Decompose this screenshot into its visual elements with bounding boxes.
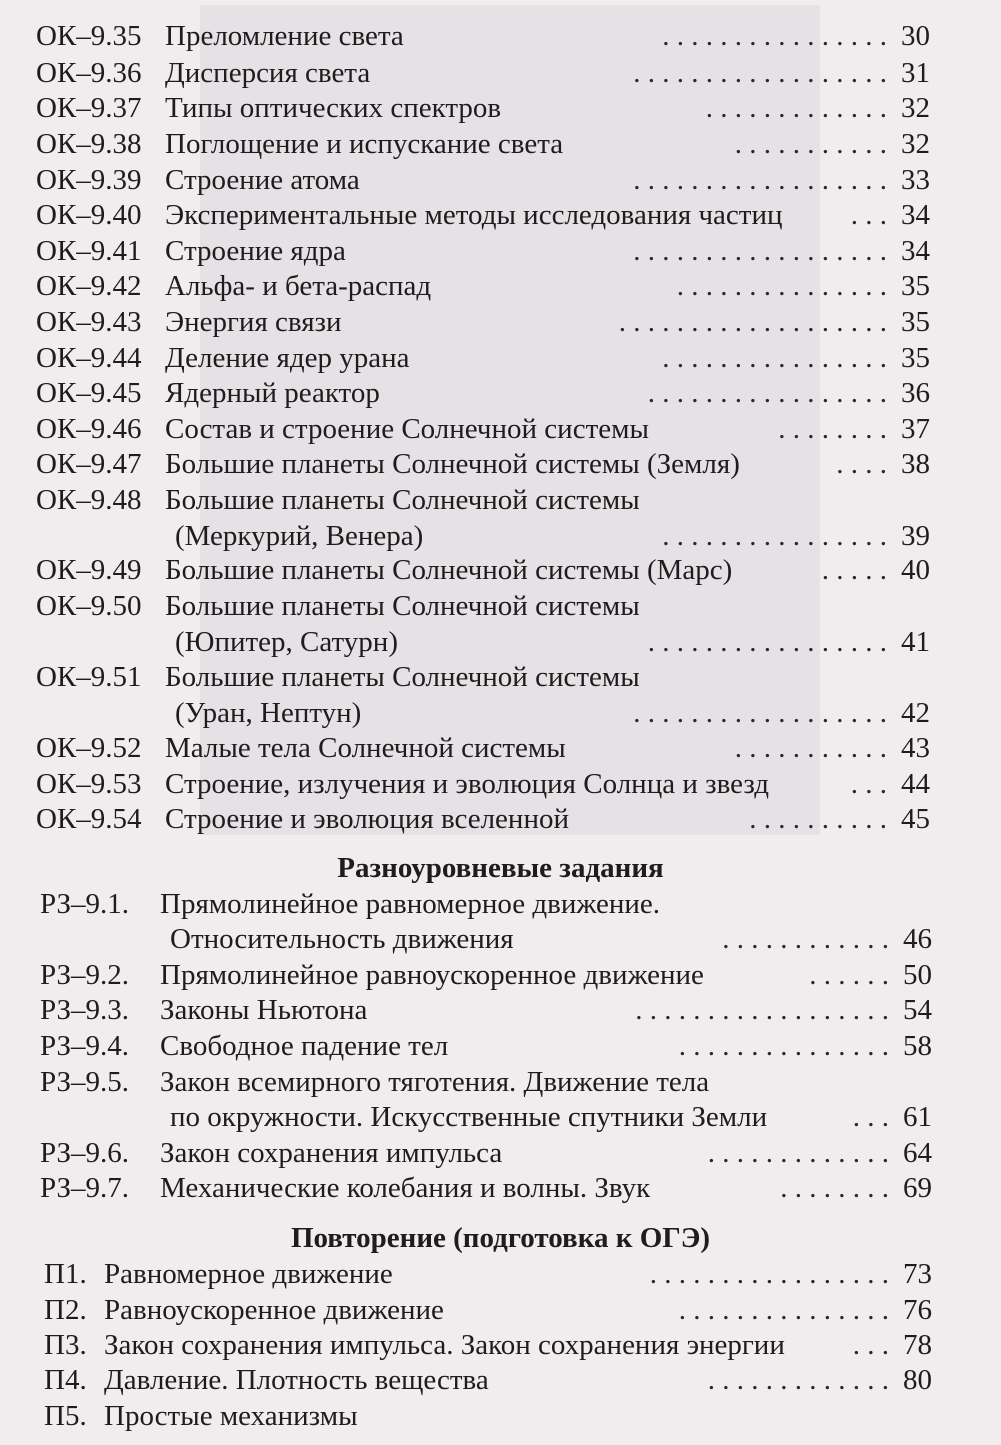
entry-page-number: 32 [901,128,930,160]
leader-dots: . . . . . . . . . . . . . . . . . [647,626,887,658]
entry-page-number: 30 [901,20,930,52]
toc-entry-line[interactable] [0,659,930,695]
toc-entry-line[interactable] [0,126,930,162]
entry-code: ОК–9.41 [36,235,142,267]
entry-code: ОК–9.39 [36,164,142,196]
entry-code: П3. [44,1329,87,1361]
entry-page-number: 33 [901,164,930,196]
toc-entry-line[interactable] [0,18,930,54]
entry-title: Энергия связи [165,306,342,338]
entry-title: Закон всемирного тяготения. Движение тела [160,1066,710,1098]
leader-dots: . . . [850,199,887,231]
entry-page-number: 46 [903,923,932,955]
leader-dots: . . . . . . . . . . . . . . . . . . [633,235,887,267]
entry-title: Равноускоренное движение [104,1294,444,1326]
entry-page-number: 37 [901,413,930,445]
entry-page-number: 73 [903,1258,932,1290]
entry-code: ОК–9.47 [36,448,142,480]
entry-title: (Меркурий, Венера) [175,520,424,552]
leader-dots: . . . . . . . . . . . . . . . . . . [633,164,887,196]
entry-title: Давление. Плотность вещества [104,1364,489,1396]
toc-entry-line[interactable] [0,340,930,376]
entry-page-number: 45 [901,803,930,835]
entry-title: Поглощение и испускание света [165,128,564,160]
entry-page-number: 35 [901,342,930,374]
toc-entry-line[interactable] [0,588,930,624]
entry-page-number: 40 [901,554,930,586]
leader-dots: . . . . . . . . . . . . . [707,1364,889,1396]
entry-page-number: 41 [901,626,930,658]
entry-title: Большие планеты Солнечной системы [165,590,640,622]
toc-entry-line[interactable] [0,411,930,447]
leader-dots: . . . . . . . . . . . . . . . . [662,20,887,52]
entry-title: (Уран, Нептун) [175,697,362,729]
entry-title: Относительность движения [170,923,514,955]
entry-title: Прямолинейное равномерное движение. [160,888,661,920]
entry-title: Деление ядер урана [165,342,410,374]
entry-title: по окружности. Искусственные спутники Земли [170,1101,768,1133]
leader-dots: . . . . . . . . . . . . [722,923,889,955]
entry-code: ОК–9.43 [36,306,142,338]
entry-code: РЗ–9.3. [40,994,130,1026]
entry-title: Дисперсия света [165,57,371,89]
toc-entry-line[interactable] [0,957,932,993]
entry-page-number: 44 [901,768,930,800]
entry-title: Законы Ньютона [160,994,368,1026]
toc-entry-line[interactable] [0,446,930,482]
entry-page-number: 31 [901,57,930,89]
entry-page-number: 35 [901,270,930,302]
leader-dots: . . . . . . . . [780,1172,889,1204]
toc-entry-line[interactable] [0,518,930,554]
entry-page-number: 38 [901,448,930,480]
leader-dots: . . . . . . . . . . . . . . . [676,270,887,302]
toc-entry-line[interactable] [0,1327,932,1363]
leader-dots: . . . . . . . . . . . . . [705,92,887,124]
entry-code: ОК–9.37 [36,92,142,124]
toc-entry-line[interactable] [0,1362,932,1398]
toc-entry-line[interactable] [0,801,930,837]
entry-page-number: 42 [901,697,930,729]
entry-code: ОК–9.42 [36,270,142,302]
entry-title: Преломление света [165,20,404,52]
toc-entry-line[interactable] [0,695,930,731]
entry-code: ОК–9.49 [36,554,142,586]
leader-dots: . . . [852,1329,889,1361]
entry-title: Строение и эволюция вселенной [165,803,569,835]
entry-code: РЗ–9.1. [40,888,130,920]
leader-dots: . . . . . . . . . . . [734,128,887,160]
entry-code: ОК–9.54 [36,803,142,835]
leader-dots: . . . . . . . . . . . . . . . . . [647,377,887,409]
entry-page-number: 50 [903,959,932,991]
entry-page-number: 43 [901,732,930,764]
entry-code: П1. [44,1258,87,1290]
entry-title: Строение атома [165,164,360,196]
entry-page-number: 54 [903,994,932,1026]
entry-code: ОК–9.46 [36,413,142,445]
entry-page-number: 58 [903,1030,932,1062]
entry-page-number: 69 [903,1172,932,1204]
entry-code: ОК–9.40 [36,199,142,231]
toc-entry-line[interactable] [0,1099,932,1135]
entry-page-number: 34 [901,235,930,267]
entry-title: Большие планеты Солнечной системы [165,484,640,516]
entry-page-number: 78 [903,1329,932,1361]
section-heading: Разноуровневые задания [337,852,664,884]
entry-code: ОК–9.53 [36,768,142,800]
entry-code: ОК–9.48 [36,484,142,516]
toc-entry-line[interactable] [0,197,930,233]
entry-title: Экспериментальные методы исследования частиц [165,199,783,231]
entry-code: РЗ–9.7. [40,1172,130,1204]
entry-code: ОК–9.44 [36,342,142,374]
entry-code: П5. [44,1400,87,1432]
entry-title: Равномерное движение [104,1258,393,1290]
toc-entry-line[interactable] [0,552,930,588]
leader-dots: . . . . . . . . . . . . . . . . . [649,1258,889,1290]
leader-dots: . . . [850,768,887,800]
entry-title: Малые тела Солнечной системы [165,732,566,764]
entry-title: Большие планеты Солнечной системы (Марс) [165,554,733,586]
entry-code: ОК–9.38 [36,128,142,160]
toc-entry-line[interactable] [0,375,930,411]
entry-code: РЗ–9.6. [40,1137,130,1169]
leader-dots: . . . . . . . . . . . . . . . . . . [633,697,887,729]
entry-page-number: 36 [901,377,930,409]
entry-code: ОК–9.51 [36,661,142,693]
entry-page-number: 39 [901,520,930,552]
toc-entry-line[interactable] [0,1064,932,1100]
toc-entry-line[interactable] [0,304,930,340]
entry-title: Простые механизмы [104,1400,358,1432]
leader-dots: . . . . . . . . . . . [734,732,887,764]
toc-entry-line[interactable] [0,1170,932,1206]
leader-dots: . . . . . . . . . . . . . [707,1137,889,1169]
entry-code: ОК–9.45 [36,377,142,409]
entry-title: Ядерный реактор [165,377,380,409]
leader-dots: . . . . . . . . . . . . . . . . . . . [618,306,887,338]
entry-page-number: 76 [903,1294,932,1326]
entry-title: Строение, излучения и эволюция Солнца и звезд [165,768,770,800]
toc-entry-line[interactable] [0,921,932,957]
entry-title: Строение ядра [165,235,346,267]
entry-page-number: 80 [903,1364,932,1396]
entry-page-number: 34 [901,199,930,231]
toc-entry-line[interactable] [0,162,930,198]
leader-dots: . . . . . . . . . . . . . . . . . . [635,994,889,1026]
toc-entry-line[interactable] [0,766,930,802]
toc-entry-line[interactable] [0,1028,932,1064]
toc-entry-line[interactable] [0,268,930,304]
entry-title: (Юпитер, Сатурн) [175,626,398,658]
entry-code: РЗ–9.2. [40,959,130,991]
leader-dots: . . . . . . . . . . . . . . . [678,1294,889,1326]
entry-page-number: 64 [903,1137,932,1169]
entry-title: Большие планеты Солнечной системы (Земля) [165,448,740,480]
entry-code: П4. [44,1364,87,1396]
entry-code: ОК–9.52 [36,732,142,764]
toc-entry-line[interactable] [0,1398,932,1434]
toc-entry-line[interactable] [0,1292,932,1328]
entry-title: Свободное падение тел [160,1030,449,1062]
entry-title: Альфа- и бета-распад [165,270,432,302]
toc-entry-line[interactable] [0,886,932,922]
toc-entry-line[interactable] [0,482,930,518]
leader-dots: . . . . . . . . . . . . . . . [678,1030,889,1062]
entry-code: ОК–9.50 [36,590,142,622]
entry-page-number: 35 [901,306,930,338]
leader-dots: . . . . . . . . . . . . . . . . [662,520,887,552]
toc-entry-line[interactable] [0,1256,932,1292]
leader-dots: . . . [852,1101,889,1133]
toc-entry-line[interactable] [0,233,930,269]
entry-page-number: 32 [901,92,930,124]
entry-title: Состав и строение Солнечной системы [165,413,649,445]
leader-dots: . . . . . . . . [778,413,887,445]
toc-entry-line[interactable] [0,624,930,660]
entry-page-number: 61 [903,1101,932,1133]
entry-title: Механические колебания и волны. Звук [160,1172,651,1204]
leader-dots: . . . . [836,448,887,480]
entry-title: Большие планеты Солнечной системы [165,661,640,693]
toc-entry-line[interactable] [0,1135,932,1171]
toc-entry-line[interactable] [0,730,930,766]
toc-entry-line[interactable] [0,992,932,1028]
leader-dots: . . . . . [821,554,887,586]
section-heading: Повторение (подготовка к ОГЭ) [290,1222,711,1254]
entry-title: Типы оптических спектров [165,92,502,124]
entry-code: РЗ–9.4. [40,1030,130,1062]
entry-title: Закон сохранения импульса [160,1137,503,1169]
entry-title: Закон сохранения импульса. Закон сохранения энергии [104,1329,785,1361]
leader-dots: . . . . . . [809,959,889,991]
entry-code: П2. [44,1294,87,1326]
toc-entry-line[interactable] [0,90,930,126]
toc-entry-line[interactable] [0,55,930,91]
entry-title: Прямолинейное равноускоренное движение [160,959,704,991]
entry-code: ОК–9.35 [36,20,142,52]
entry-code: РЗ–9.5. [40,1066,130,1098]
entry-code: ОК–9.36 [36,57,142,89]
leader-dots: . . . . . . . . . . [749,803,887,835]
leader-dots: . . . . . . . . . . . . . . . . . . [633,57,887,89]
leader-dots: . . . . . . . . . . . . . . . . [662,342,887,374]
